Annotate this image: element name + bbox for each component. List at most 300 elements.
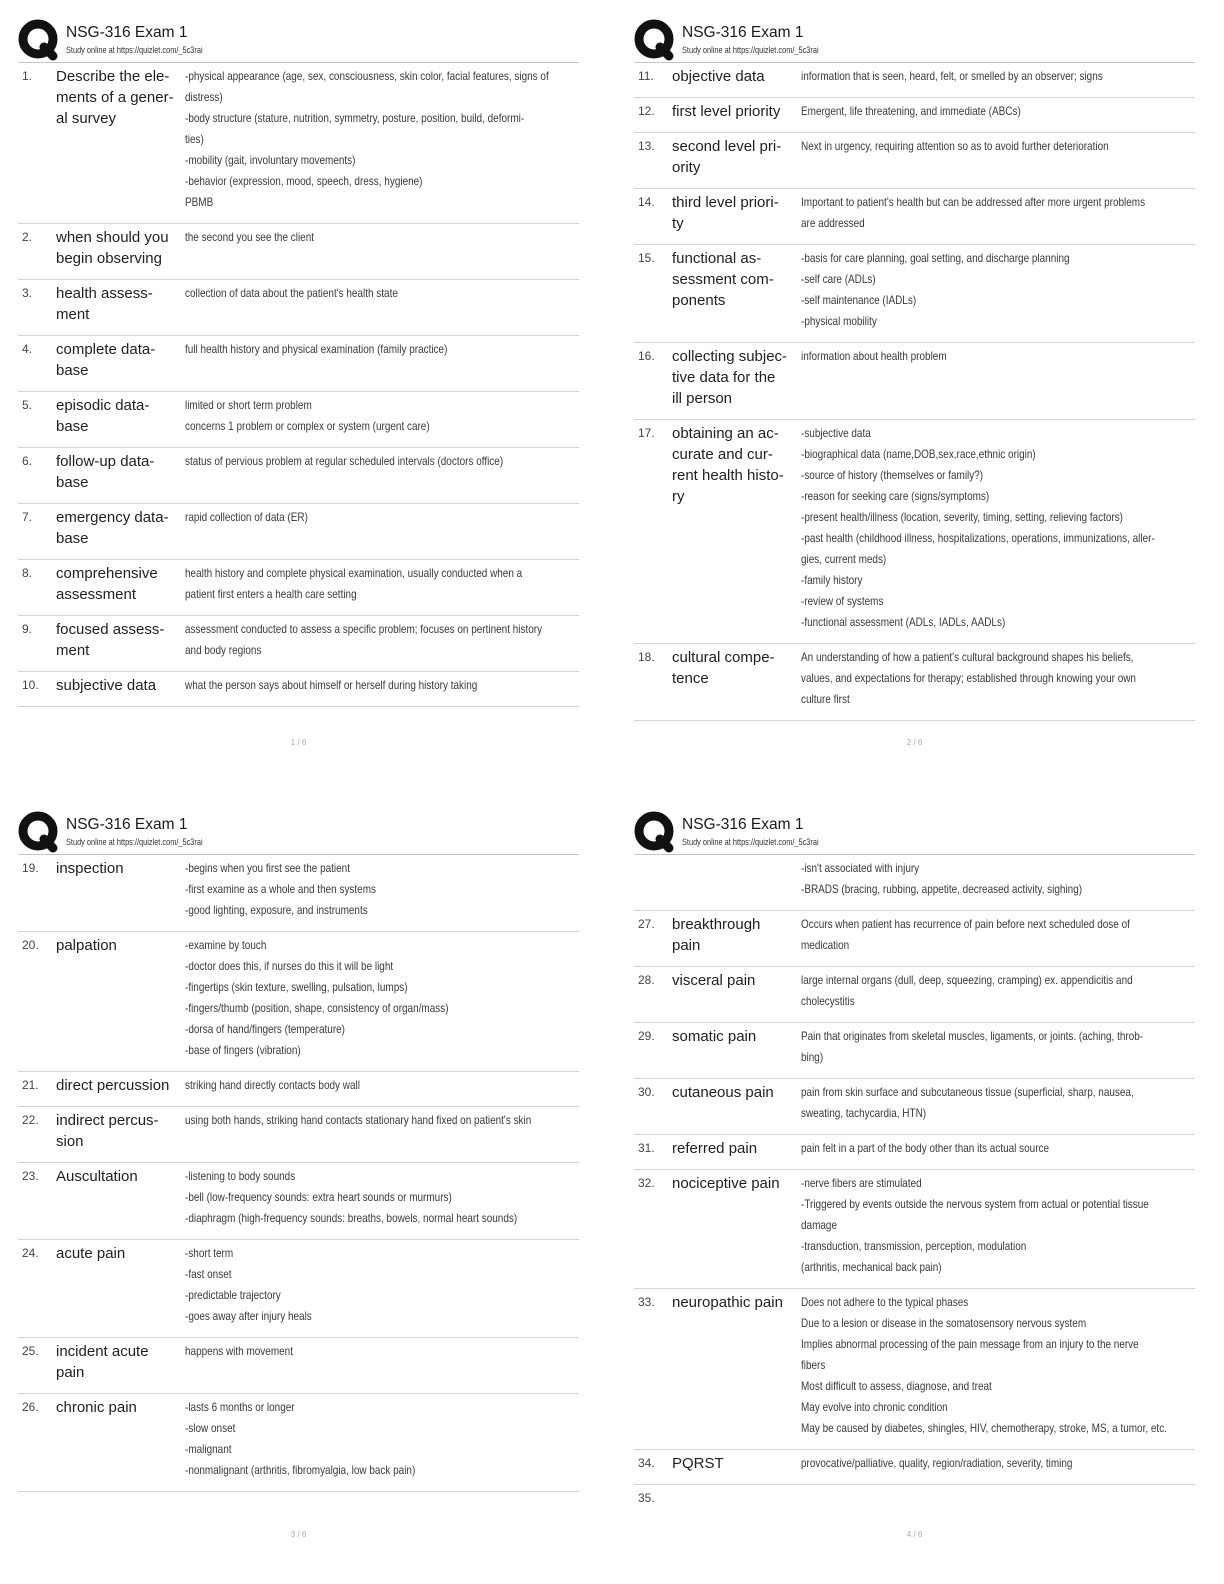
card-definition-line: distress) bbox=[185, 90, 223, 104]
card-definition-line: damage bbox=[801, 1218, 838, 1232]
page-content bbox=[18, 0, 579, 792]
flashcard-row bbox=[634, 133, 1195, 189]
card-term bbox=[672, 970, 801, 991]
card-definition-line: culture first bbox=[801, 692, 850, 706]
card-definition bbox=[185, 1243, 579, 1327]
card-definition-line: -base of fingers (vibration) bbox=[185, 1043, 301, 1057]
card-term-line: palpation bbox=[56, 937, 117, 954]
flashcard-row bbox=[634, 1023, 1195, 1079]
card-term bbox=[672, 1292, 801, 1313]
card-term-line: episodic data- bbox=[56, 397, 150, 414]
flashcard-row bbox=[634, 98, 1195, 133]
card-term-line: indirect percus- bbox=[56, 1112, 159, 1129]
card-definition bbox=[801, 1138, 1195, 1159]
card-number: 25. bbox=[22, 1344, 39, 1358]
card-definition-line: -biographical data (name,DOB,sex,race,ethnic origin) bbox=[801, 447, 1036, 461]
card-definition-line: May evolve into chronic condition bbox=[801, 1400, 948, 1414]
card-term bbox=[56, 1397, 185, 1418]
card-definition bbox=[801, 423, 1195, 633]
card-definition bbox=[185, 563, 579, 605]
card-definition-line: -mobility (gait, involuntary movements) bbox=[185, 153, 356, 167]
card-definition-line: -listening to body sounds bbox=[185, 1169, 296, 1183]
card-definition-line: Next in urgency, requiring attention so as to avoid further deterioration bbox=[801, 139, 1109, 153]
card-definition bbox=[185, 675, 579, 696]
card-term bbox=[672, 1453, 801, 1474]
card-definition-line: concerns 1 problem or complex or system (urgent care) bbox=[185, 419, 430, 433]
page-content bbox=[634, 792, 1195, 1584]
card-term-line: pain bbox=[56, 1364, 85, 1381]
flashcard-row bbox=[18, 63, 579, 224]
card-term-line: rent health histo- bbox=[672, 467, 784, 484]
flashcard-row bbox=[634, 644, 1195, 721]
page-header bbox=[18, 0, 579, 63]
card-term-line: second level pri- bbox=[672, 138, 782, 155]
card-term-line: ponents bbox=[672, 292, 726, 309]
document-title: NSG-316 Exam 1 bbox=[66, 816, 188, 833]
card-definition bbox=[801, 248, 1195, 332]
card-term bbox=[56, 66, 185, 129]
card-definition bbox=[185, 451, 579, 472]
card-definition-line: -functional assessment (ADLs, IADLs, AADLs) bbox=[801, 615, 1006, 629]
card-term-line: ority bbox=[672, 159, 701, 176]
card-definition-line: -subjective data bbox=[801, 426, 871, 440]
card-definition-line: -fingertips (skin texture, swelling, pulsation, lumps) bbox=[185, 980, 408, 994]
card-definition-line: sweating, tachycardia, HTN) bbox=[801, 1106, 927, 1120]
card-definition-line: -body structure (stature, nutrition, symmetry, posture, position, build, deformi- bbox=[185, 111, 525, 125]
card-definition-line: -Triggered by events outside the nervous system from actual or potential tissue bbox=[801, 1197, 1149, 1211]
card-definition-line: -fast onset bbox=[185, 1267, 232, 1281]
card-definition bbox=[185, 1397, 579, 1481]
card-term-line: collecting subjec- bbox=[672, 348, 788, 365]
page-content bbox=[634, 0, 1195, 792]
card-definition-line: -begins when you first see the patient bbox=[185, 861, 351, 875]
card-definition-line: fibers bbox=[801, 1358, 826, 1372]
card-definition-line: pain from skin surface and subcutaneous tissue (superficial, sharp, nausea, bbox=[801, 1085, 1134, 1099]
card-definition-line: -malignant bbox=[185, 1442, 232, 1456]
card-definition bbox=[801, 1026, 1195, 1068]
card-definition-line: PBMB bbox=[185, 195, 214, 209]
card-definition-line: Emergent, life threatening, and immediate (ABCs) bbox=[801, 104, 1021, 118]
card-term-line: nociceptive pain bbox=[672, 1175, 780, 1192]
card-definition-line: Pain that originates from skeletal muscles, ligaments, or joints. (aching, throb- bbox=[801, 1029, 1144, 1043]
card-number: 23. bbox=[22, 1169, 39, 1183]
quizlet-logo-icon bbox=[634, 811, 676, 853]
study-online-text: Study online at https://quizlet.com/_5c3rai bbox=[682, 45, 819, 55]
card-term bbox=[672, 1138, 801, 1159]
card-definition-line: limited or short term problem bbox=[185, 398, 312, 412]
flashcard-row bbox=[18, 392, 579, 448]
card-term-line: neuropathic pain bbox=[672, 1294, 783, 1311]
document-title: NSG-316 Exam 1 bbox=[682, 24, 804, 41]
flashcard-row bbox=[634, 1289, 1195, 1450]
flashcard-row bbox=[634, 189, 1195, 245]
card-number: 21. bbox=[22, 1078, 39, 1092]
page-number: 1 / 6 bbox=[290, 738, 307, 747]
flashcard-row bbox=[634, 967, 1195, 1023]
card-term bbox=[56, 283, 185, 325]
card-term-line: cultural compe- bbox=[672, 649, 775, 666]
card-number: 35. bbox=[638, 1491, 655, 1505]
card-definition bbox=[185, 1166, 579, 1229]
card-term-line: acute pain bbox=[56, 1245, 126, 1262]
card-number: 6. bbox=[22, 454, 33, 468]
card-definition bbox=[801, 1082, 1195, 1124]
card-definition-line: pain felt in a part of the body other than its actual source bbox=[801, 1141, 1050, 1155]
card-definition-line: -nerve fibers are stimulated bbox=[801, 1176, 922, 1190]
card-term-line: assessment bbox=[56, 586, 137, 603]
card-term-line: ment bbox=[56, 306, 90, 323]
card-definition-line: -goes away after injury heals bbox=[185, 1309, 312, 1323]
card-term-line: visceral pain bbox=[672, 972, 756, 989]
flashcard-row bbox=[634, 911, 1195, 967]
flashcard-list bbox=[634, 63, 1195, 721]
flashcard-row bbox=[634, 1079, 1195, 1135]
card-definition-line: provocative/palliative, quality, region/radiation, severity, timing bbox=[801, 1456, 1073, 1470]
study-online-text: Study online at https://quizlet.com/_5c3rai bbox=[682, 837, 819, 847]
flashcard-row bbox=[634, 1485, 1195, 1519]
card-definition-line: -nonmalignant (arthritis, fibromyalgia, low back pain) bbox=[185, 1463, 416, 1477]
flashcard-row bbox=[18, 1338, 579, 1394]
card-term bbox=[56, 507, 185, 549]
card-term-line: begin observing bbox=[56, 250, 162, 267]
card-number: 28. bbox=[638, 973, 655, 987]
card-term-line: base bbox=[56, 530, 89, 547]
card-definition-line: the second you see the client bbox=[185, 230, 315, 244]
card-term-line: subjective data bbox=[56, 677, 157, 694]
card-definition-line: -physical appearance (age, sex, consciousness, skin color, facial features, signs of bbox=[185, 69, 549, 83]
card-definition bbox=[801, 647, 1195, 710]
flashcard-row bbox=[634, 343, 1195, 420]
card-number: 20. bbox=[22, 938, 39, 952]
card-term-line: Auscultation bbox=[56, 1168, 138, 1185]
card-number: 33. bbox=[638, 1295, 655, 1309]
card-term-line: follow-up data- bbox=[56, 453, 155, 470]
flashcard-list bbox=[18, 63, 579, 707]
card-term bbox=[56, 1110, 185, 1152]
card-number: 26. bbox=[22, 1400, 39, 1414]
card-definition-line: medication bbox=[801, 938, 850, 952]
study-online-text: Study online at https://quizlet.com/_5c3rai bbox=[66, 45, 203, 55]
flashcard-row bbox=[18, 224, 579, 280]
card-term-line: curate and cur- bbox=[672, 446, 773, 463]
card-definition-line: -dorsa of hand/fingers (temperature) bbox=[185, 1022, 345, 1036]
card-definition bbox=[185, 283, 579, 304]
card-term-line: base bbox=[56, 418, 89, 435]
card-definition-line: -past health (childhood illness, hospitalizations, operations, immunizations, aller- bbox=[801, 531, 1155, 545]
card-term bbox=[56, 619, 185, 661]
card-term-line: base bbox=[56, 362, 89, 379]
card-term-line: comprehensive bbox=[56, 565, 158, 582]
flashcard-row bbox=[18, 1163, 579, 1240]
card-definition bbox=[801, 914, 1195, 956]
card-term-line: somatic pain bbox=[672, 1028, 757, 1045]
card-term bbox=[56, 227, 185, 269]
study-online-text: Study online at https://quizlet.com/_5c3rai bbox=[66, 837, 203, 847]
card-definition-line: -behavior (expression, mood, speech, dress, hygiene) bbox=[185, 174, 423, 188]
flashcard-list bbox=[634, 855, 1195, 1519]
card-number: 7. bbox=[22, 510, 33, 524]
card-term-line: tence bbox=[672, 670, 709, 687]
card-definition bbox=[185, 1341, 579, 1362]
flashcard-row bbox=[18, 280, 579, 336]
card-definition bbox=[801, 1292, 1195, 1439]
flashcard-row bbox=[18, 1107, 579, 1163]
card-definition-line: bing) bbox=[801, 1050, 824, 1064]
card-definition-line: are addressed bbox=[801, 216, 865, 230]
card-definition-line: cholecystitis bbox=[801, 994, 855, 1008]
card-term bbox=[672, 192, 801, 234]
quizlet-logo-icon bbox=[18, 811, 60, 853]
card-term bbox=[56, 1075, 185, 1096]
flashcard-row bbox=[18, 504, 579, 560]
card-term bbox=[56, 451, 185, 493]
flashcard-row bbox=[634, 1450, 1195, 1485]
card-term-line: ry bbox=[672, 488, 685, 505]
card-term bbox=[672, 423, 801, 507]
card-term bbox=[672, 647, 801, 689]
page-content bbox=[18, 792, 579, 1584]
card-number: 4. bbox=[22, 342, 33, 356]
card-term bbox=[56, 1341, 185, 1383]
card-term bbox=[56, 339, 185, 381]
card-term-line: when should you bbox=[56, 229, 169, 246]
card-term bbox=[56, 563, 185, 605]
card-definition-line: Implies abnormal processing of the pain message from an injury to the nerve bbox=[801, 1337, 1139, 1351]
card-definition-line: -BRADS (bracing, rubbing, appetite, decreased activity, sighing) bbox=[801, 882, 1083, 896]
card-definition bbox=[801, 101, 1195, 122]
flashcard-row bbox=[18, 1394, 579, 1492]
quizlet-logo-icon bbox=[634, 19, 676, 61]
card-number: 32. bbox=[638, 1176, 655, 1190]
card-number: 3. bbox=[22, 286, 33, 300]
card-number: 29. bbox=[638, 1029, 655, 1043]
card-number: 15. bbox=[638, 251, 655, 265]
flashcard-row bbox=[18, 672, 579, 707]
card-definition bbox=[185, 507, 579, 528]
card-definition-line: -self care (ADLs) bbox=[801, 272, 876, 286]
document-title: NSG-316 Exam 1 bbox=[66, 24, 188, 41]
card-definition-line: information that is seen, heard, felt, or smelled by an observer; signs bbox=[801, 69, 1103, 83]
card-definition-line: -review of systems bbox=[801, 594, 884, 608]
card-definition-line: striking hand directly contacts body wall bbox=[185, 1078, 360, 1092]
card-definition-line: -isn't associated with injury bbox=[801, 861, 920, 875]
card-term-line: pain bbox=[672, 937, 701, 954]
card-definition-line: -lasts 6 months or longer bbox=[185, 1400, 295, 1414]
card-definition-line: -transduction, transmission, perception, modulation bbox=[801, 1239, 1027, 1253]
card-term bbox=[56, 395, 185, 437]
page-number: 4 / 6 bbox=[906, 1530, 923, 1539]
card-term-line: chronic pain bbox=[56, 1399, 137, 1416]
card-term-line: objective data bbox=[672, 68, 765, 85]
card-definition-line: gies, current meds) bbox=[801, 552, 887, 566]
card-definition-line: assessment conducted to assess a specific problem; focuses on pertinent history bbox=[185, 622, 543, 636]
page-1 bbox=[0, 0, 612, 792]
card-definition bbox=[185, 66, 579, 213]
card-term bbox=[672, 914, 801, 956]
card-definition-line: using both hands, striking hand contacts stationary hand fixed on patient's skin bbox=[185, 1113, 532, 1127]
page-header bbox=[634, 792, 1195, 855]
card-term-line: incident acute bbox=[56, 1343, 149, 1360]
card-number: 8. bbox=[22, 566, 33, 580]
card-term-line: ill person bbox=[672, 390, 733, 407]
card-number: 12. bbox=[638, 104, 655, 118]
card-term-line: emergency data- bbox=[56, 509, 169, 526]
card-definition-line: -basis for care planning, goal setting, and discharge planning bbox=[801, 251, 1070, 265]
page-4 bbox=[612, 792, 1224, 1584]
card-definition bbox=[801, 192, 1195, 234]
card-definition bbox=[801, 858, 1195, 900]
card-term bbox=[56, 675, 185, 696]
card-term-line: al survey bbox=[56, 110, 117, 127]
card-number: 1. bbox=[22, 69, 33, 83]
card-definition-line: -present health/illness (location, severity, timing, setting, relieving factors) bbox=[801, 510, 1124, 524]
card-number: 2. bbox=[22, 230, 33, 244]
card-term bbox=[56, 858, 185, 879]
card-definition-line: -source of history (themselves or family?) bbox=[801, 468, 984, 482]
page-header bbox=[634, 0, 1195, 63]
flashcard-row bbox=[18, 855, 579, 932]
flashcard-row bbox=[634, 1135, 1195, 1170]
flashcard-row bbox=[634, 420, 1195, 644]
flashcard-row bbox=[634, 63, 1195, 98]
card-definition-line: and body regions bbox=[185, 643, 262, 657]
flashcard-row bbox=[18, 336, 579, 392]
card-term bbox=[672, 1173, 801, 1194]
card-definition-line: -self maintenance (IADLs) bbox=[801, 293, 917, 307]
card-definition-line: information about health problem bbox=[801, 349, 947, 363]
page-number: 3 / 6 bbox=[290, 1530, 307, 1539]
card-definition-line: Most difficult to assess, diagnose, and treat bbox=[801, 1379, 992, 1393]
card-number: 27. bbox=[638, 917, 655, 931]
card-number: 34. bbox=[638, 1456, 655, 1470]
card-definition bbox=[185, 858, 579, 921]
card-definition bbox=[185, 395, 579, 437]
card-definition-line: large internal organs (dull, deep, squeezing, cramping) ex. appendicitis and bbox=[801, 973, 1133, 987]
flashcard-row bbox=[18, 560, 579, 616]
card-number: 19. bbox=[22, 861, 39, 875]
card-definition bbox=[185, 1110, 579, 1131]
page-number: 2 / 6 bbox=[906, 738, 923, 747]
card-definition bbox=[801, 970, 1195, 1012]
flashcard-row bbox=[18, 448, 579, 504]
card-term-line: referred pain bbox=[672, 1140, 758, 1157]
card-term bbox=[56, 1243, 185, 1264]
card-term-line: ty bbox=[672, 215, 684, 232]
card-number: 17. bbox=[638, 426, 655, 440]
card-definition-line: what the person says about himself or herself during history taking bbox=[185, 678, 478, 692]
card-term-line: PQRST bbox=[672, 1455, 724, 1472]
card-term-line: tive data for the bbox=[672, 369, 776, 386]
card-term-line: sion bbox=[56, 1133, 84, 1150]
page-3 bbox=[0, 792, 612, 1584]
flashcard-row bbox=[18, 932, 579, 1072]
flashcard-list bbox=[18, 855, 579, 1492]
card-term bbox=[672, 1082, 801, 1103]
card-definition-line: -predictable trajectory bbox=[185, 1288, 281, 1302]
card-definition-line: -bell (low-frequency sounds: extra heart sounds or murmurs) bbox=[185, 1190, 452, 1204]
card-definition-line: Occurs when patient has recurrence of pain before next scheduled dose of bbox=[801, 917, 1130, 931]
card-definition bbox=[185, 935, 579, 1061]
card-term-line: cutaneous pain bbox=[672, 1084, 774, 1101]
card-definition bbox=[801, 1173, 1195, 1278]
card-definition bbox=[801, 66, 1195, 87]
card-term bbox=[672, 1026, 801, 1047]
page-header bbox=[18, 792, 579, 855]
page-2 bbox=[612, 0, 1224, 792]
card-definition bbox=[801, 136, 1195, 157]
card-definition-line: -physical mobility bbox=[801, 314, 877, 328]
card-term-line: ment bbox=[56, 642, 90, 659]
card-definition-line: Due to a lesion or disease in the somatosensory nervous system bbox=[801, 1316, 1087, 1330]
card-definition bbox=[185, 619, 579, 661]
card-definition-line: values, and expectations for therapy; established through knowing your own bbox=[801, 671, 1136, 685]
card-number: 11. bbox=[638, 69, 654, 83]
card-term bbox=[56, 935, 185, 956]
card-definition-line: -short term bbox=[185, 1246, 234, 1260]
card-number: 22. bbox=[22, 1113, 39, 1127]
card-number: 10. bbox=[22, 678, 39, 692]
card-definition-line: Does not adhere to the typical phases bbox=[801, 1295, 969, 1309]
card-term-line: focused assess- bbox=[56, 621, 165, 638]
card-number: 14. bbox=[638, 195, 655, 209]
flashcard-row bbox=[634, 1170, 1195, 1289]
card-definition bbox=[801, 346, 1195, 367]
card-definition-line: collection of data about the patient's health state bbox=[185, 286, 398, 300]
card-term-line: inspection bbox=[56, 860, 124, 877]
card-term-line: obtaining an ac- bbox=[672, 425, 779, 442]
card-number: 30. bbox=[638, 1085, 655, 1099]
card-number: 24. bbox=[22, 1246, 39, 1260]
card-definition-line: -good lighting, exposure, and instruments bbox=[185, 903, 368, 917]
card-term-line: sessment com- bbox=[672, 271, 774, 288]
card-term-line: direct percussion bbox=[56, 1077, 170, 1094]
card-term-line: health assess- bbox=[56, 285, 153, 302]
card-term bbox=[672, 66, 801, 87]
card-term bbox=[672, 346, 801, 409]
card-definition-line: -reason for seeking care (signs/symptoms) bbox=[801, 489, 990, 503]
card-definition-line: patient first enters a health care setting bbox=[185, 587, 357, 601]
card-term-line: breakthrough bbox=[672, 916, 761, 933]
card-definition bbox=[185, 1075, 579, 1096]
flashcard-row bbox=[18, 1240, 579, 1338]
card-term-line: complete data- bbox=[56, 341, 156, 358]
document-title: NSG-316 Exam 1 bbox=[682, 816, 804, 833]
card-term-line: third level priori- bbox=[672, 194, 779, 211]
card-number: 13. bbox=[638, 139, 655, 153]
card-definition-line: ties) bbox=[185, 132, 204, 146]
card-definition-line: -diaphragm (high-frequency sounds: breaths, bowels, normal heart sounds) bbox=[185, 1211, 518, 1225]
card-term-line: base bbox=[56, 474, 89, 491]
quizlet-logo-icon bbox=[18, 19, 60, 61]
card-term-line: Describe the ele- bbox=[56, 68, 170, 85]
card-number: 9. bbox=[22, 622, 33, 636]
card-number: 18. bbox=[638, 650, 655, 664]
card-definition-line: rapid collection of data (ER) bbox=[185, 510, 308, 524]
card-definition-line: Important to patient's health but can be addressed after more urgent problems bbox=[801, 195, 1146, 209]
card-term bbox=[672, 101, 801, 122]
flashcard-row bbox=[634, 855, 1195, 911]
flashcard-row bbox=[18, 1072, 579, 1107]
card-term-line: first level priority bbox=[672, 103, 781, 120]
card-term bbox=[672, 248, 801, 311]
card-number: 16. bbox=[638, 349, 655, 363]
card-number: 5. bbox=[22, 398, 33, 412]
card-definition-line: health history and complete physical examination, usually conducted when a bbox=[185, 566, 523, 580]
card-definition-line: status of pervious problem at regular scheduled intervals (doctors office) bbox=[185, 454, 504, 468]
card-definition-line: -family history bbox=[801, 573, 863, 587]
card-number: 31. bbox=[638, 1141, 655, 1155]
card-definition-line: full health history and physical examination (family practice) bbox=[185, 342, 448, 356]
